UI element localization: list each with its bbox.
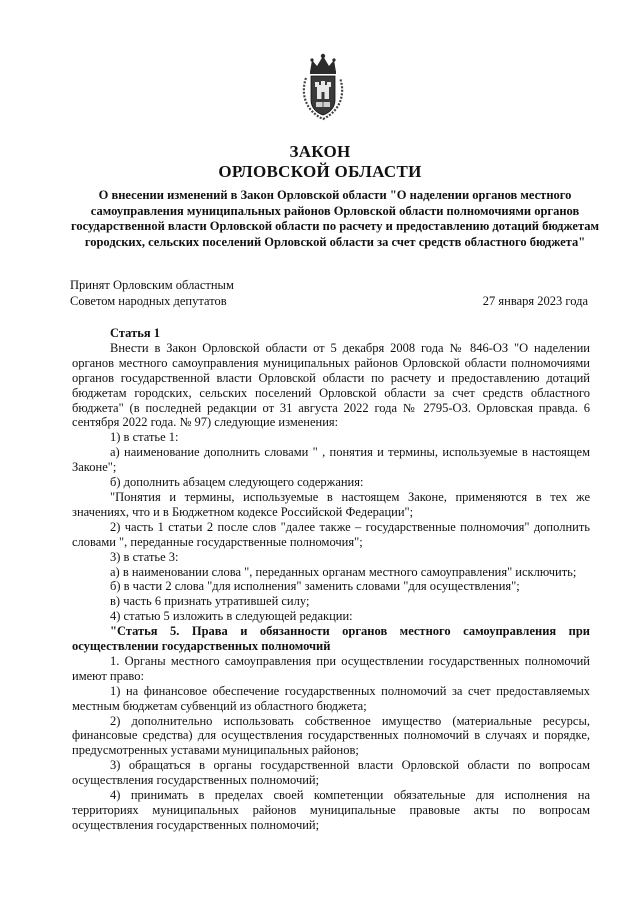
law-subtitle: О внесении изменений в Закон Орловской области "О наделении органов местного самоуправления муниципальных районов Орловской области полномочиями органов государственной власти Орловской области по расчету и предоставлению дотаций бюджетам городских, сельских поселений Орловской области за счет средств областного бюджета" — [70, 188, 600, 249]
article-1-paragraph: в) часть 6 признать утратившей силу; — [110, 594, 310, 609]
article-1-paragraph: а) в наименовании слова ", переданных органам местного самоуправления" исключить; — [110, 564, 577, 579]
adopted-line-2: Советом народных депутатов — [70, 293, 227, 308]
article-5-heading: "Статья 5. Права и обязанности органов местного самоуправления при осуществлении государственных полномочий — [72, 624, 590, 654]
adopted-by — [70, 278, 234, 309]
law-title: ЗАКОН — [289, 142, 351, 161]
law-region-title: ОРЛОВСКОЙ ОБЛАСТИ — [218, 162, 422, 181]
article-1-paragraph: 1) в статье 1: — [110, 430, 179, 445]
article-5-paragraph: 4) принимать в пределах своей компетенции обязательные для исполнения на территориях муниципальных районов муниципальные правовые акты по вопросам осуществления государственных полномочий; — [72, 788, 590, 832]
article-1-paragraph: Внести в Закон Орловской области от 5 декабря 2008 года № 846-ОЗ "О наделении органов местного самоуправления муниципальных районов Орловской области полномочиями органов государственной власти Орловской области по расчету и предоставлению дотаций бюджетам городских, сельских поселений Орловской области за счет средств областного бюджета" (в последней редакции от 31 августа 2022 года № 2795-ОЗ. Орловская правда. 6 сентября 2022 года. № 97) следующие изменения: — [72, 340, 590, 430]
article-5-paragraph: 1. Органы местного самоуправления при осуществлении государственных полномочий имеют право: — [72, 653, 590, 683]
article-1-paragraph: "Понятия и термины, используемые в настоящем Законе, применяются в тех же значениях, что и в Бюджетном кодексе Российской Федерации"; — [72, 489, 590, 519]
article-1-paragraph: 3) в статье 3: — [110, 549, 179, 564]
article-1-paragraph: а) наименование дополнить словами " , понятия и термины, используемые в настоящем Законе"; — [72, 445, 590, 475]
adoption-date: 27 января 2023 года — [482, 293, 588, 308]
adopted-line-1: Принят Орловским областным — [70, 278, 234, 292]
document-body — [72, 326, 590, 833]
article-1-paragraph: б) дополнить абзацем следующего содержания: — [110, 475, 364, 490]
article-1-paragraph: 4) статью 5 изложить в следующей редакции: — [110, 609, 353, 624]
article-5-paragraph: 1) на финансовое обеспечение государственных полномочий за счет предоставляемых местным бюджетам субвенций из областного бюджета; — [72, 683, 590, 713]
coat-of-arms-icon — [300, 52, 346, 122]
article-5-paragraph: 2) дополнительно использовать собственное имущество (материальные ресурсы, финансовые средства) для осуществления государственных полномочий в случаях и порядке, предусмотренных уставами муниципальных районов; — [72, 713, 590, 758]
article-1-paragraph: б) в части 2 слова "для исполнения" заменить словами "для осуществления"; — [110, 579, 520, 594]
article-1-heading: Статья 1 — [110, 326, 160, 340]
article-5-paragraph: 3) обращаться в органы государственной власти Орловской области по вопросам осуществления государственных полномочий; — [72, 758, 590, 788]
article-1-paragraph: 2) часть 1 статьи 2 после слов "далее также – государственные полномочия" дополнить словами ", переданные государственные полномочия"; — [72, 519, 590, 549]
